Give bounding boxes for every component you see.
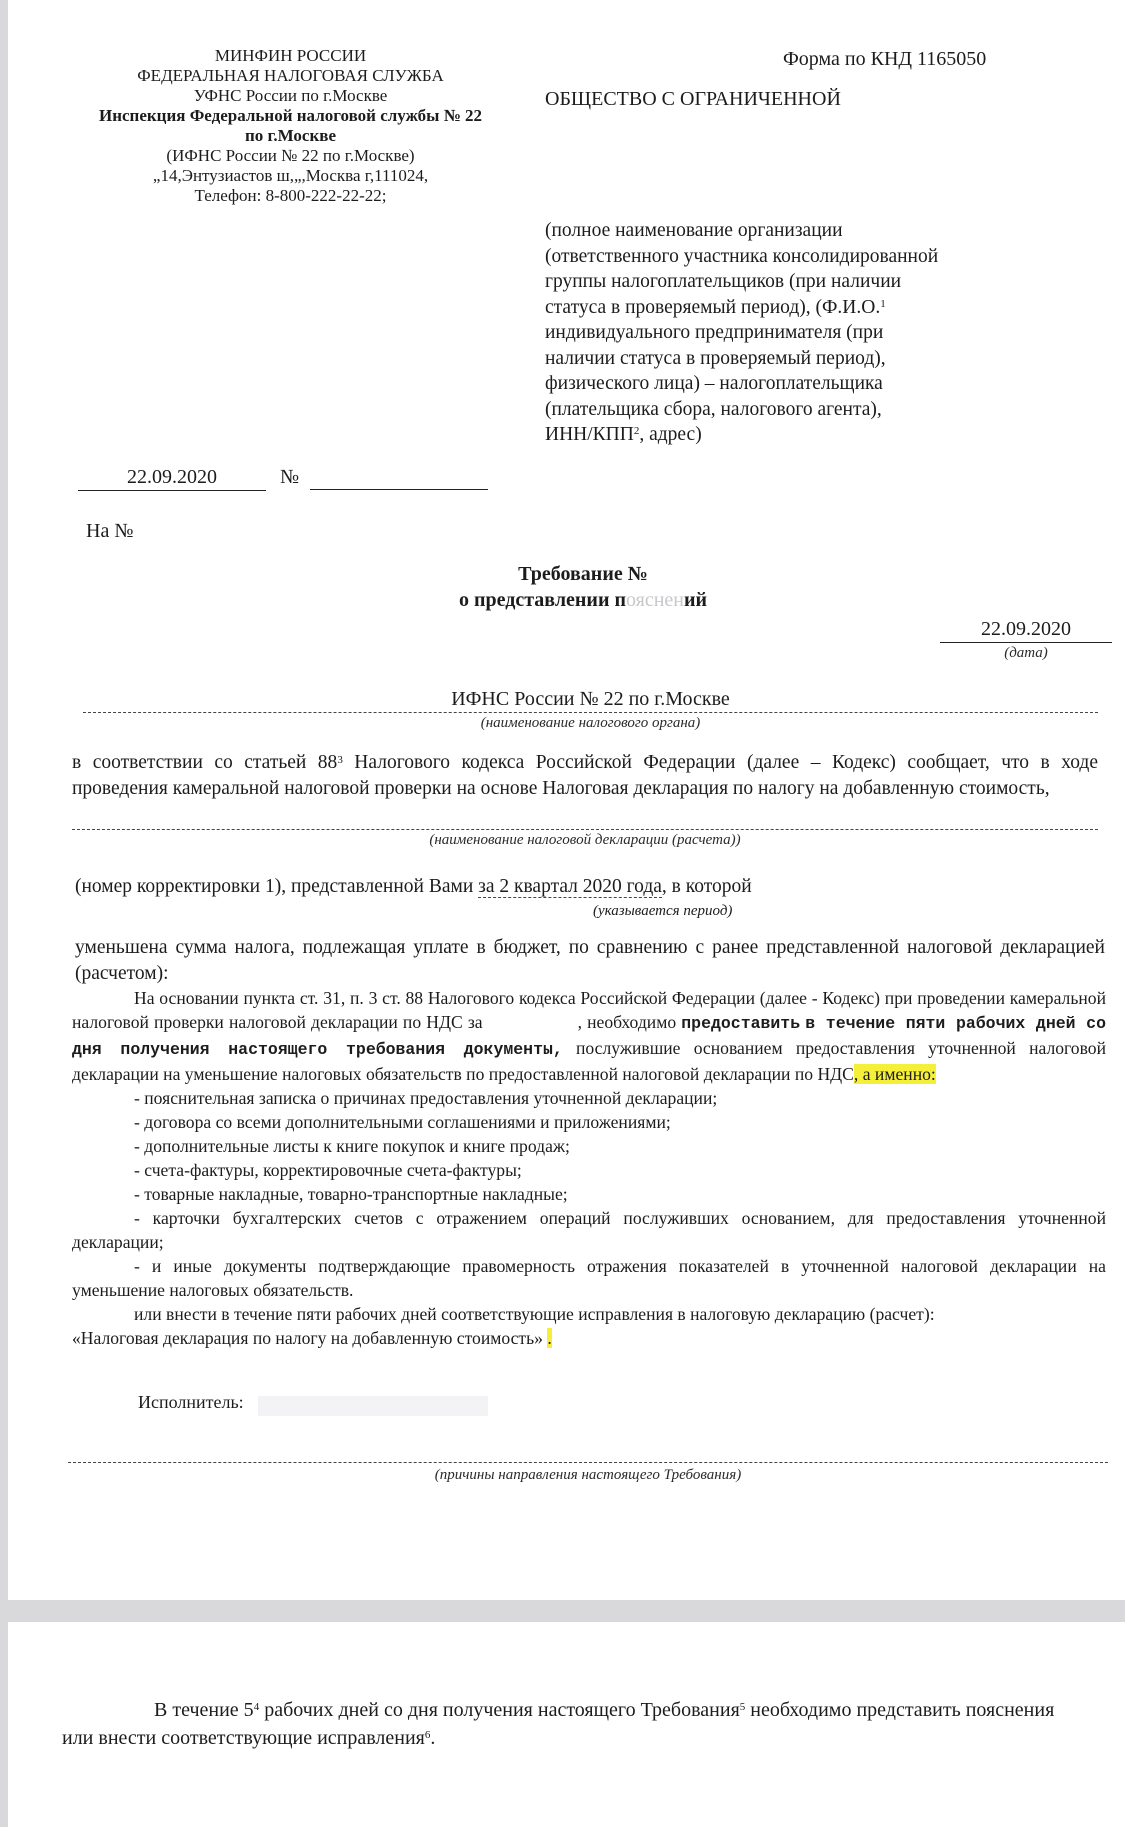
corrections-paragraph: или внести в течение пяти рабочих дней соответствующие исправления в налоговую декларацию (расчет):	[134, 1304, 935, 1324]
form-code: Форма по КНД 1165050	[783, 48, 987, 70]
document-list-item: - карточки бухгалтерских счетов с отражением операций послуживших основанием, для предоставления уточненной декларации;	[72, 1208, 1106, 1252]
document-subtitle: о представлении пояснений	[458, 589, 708, 611]
document-date-caption: (дата)	[1004, 645, 1048, 661]
document-list-item: - товарные накладные, товарно-транспортные накладные;	[134, 1184, 568, 1204]
basis-paragraph: На основании пункта ст. 31, п. 3 ст. 88 Налогового кодекса Российской Федерации (далее - Кодекс) при проведении камеральной налоговой проверки налоговой декларации по НДС за , необходимо предоставить в течение пяти рабочих дней со дня получения настоящего требования документы, послужившие основанием предоставления уточненной налоговой декларации на уменьшение налоговых обязательств по предоставленной налоговой декларации по НДС, а именно:	[72, 988, 1107, 1084]
recipient-desc-line: группы налогоплательщиков (при наличии	[545, 271, 902, 292]
outgoing-number-label: №	[280, 466, 300, 488]
footnote-ref: 2	[633, 425, 640, 437]
intro-paragraph: в соответствии со статьей $88^3$ Налогового кодекса Российской Федерации (далее – Кодекс) сообщает, что в ходе проведения камеральной налоговой проверки на основе Налоговая декларация по налогу на добавленную стоимость,	[72, 752, 1098, 799]
document-list-item: - и иные документы подтверждающие правомерность отражения показателей в уточненной налоговой декларации на уменьшение налоговых обязательств.	[72, 1256, 1106, 1300]
reasons-underline	[68, 1462, 1108, 1463]
outgoing-date: 22.09.2020	[78, 464, 266, 491]
issuer-department: УФНС России по г.Москве	[193, 86, 388, 105]
footnote-ref: 6	[424, 1729, 431, 1741]
footnote-ref: 4	[253, 1701, 260, 1713]
issuer-short-name: (ИФНС России № 22 по г.Москве)	[166, 146, 415, 165]
executor-label: Исполнитель:	[138, 1392, 244, 1412]
highlighted-text: .	[547, 1328, 552, 1348]
highlighted-text: , а именно:	[853, 1064, 936, 1084]
document-title: Требование №	[518, 563, 648, 585]
issuer-inspection: Инспекция Федеральной налоговой службы № 22	[98, 106, 483, 125]
footnote-ref: 5	[739, 1701, 746, 1713]
declaration-caption: (наименование налоговой декларации (расчета))	[429, 832, 741, 848]
recipient-desc-line: наличии статуса в проверяемый период),	[545, 347, 886, 369]
recipient-name: ОБЩЕСТВО С ОГРАНИЧЕННОЙ	[545, 88, 841, 110]
issuer-inspection-city: по г.Москве	[245, 126, 336, 145]
outgoing-number-line	[310, 489, 488, 490]
issuer-phone: Телефон: 8-800-222-22-22;	[194, 186, 387, 205]
declaration-name-line: «Налоговая декларация по налогу на добавленную стоимость» .	[72, 1328, 552, 1348]
tax-authority-name: ИФНС России № 22 по г.Москве	[83, 686, 1098, 713]
document-list-item: - дополнительные листы к книге покупок и книге продаж;	[134, 1136, 570, 1156]
footnote-ref: 3	[337, 754, 343, 766]
document-list-item: - договора со всеми дополнительными соглашениями и приложениями;	[134, 1112, 671, 1132]
document-list-item: - счета-фактуры, корректировочные счета-фактуры;	[134, 1160, 522, 1180]
declaration-underline	[72, 829, 1098, 830]
reply-to: На №	[86, 520, 134, 542]
document-page-1	[8, 0, 1125, 1600]
recipient-description	[545, 218, 938, 448]
footnote-ref: 1	[880, 297, 886, 310]
issuer-ministry: МИНФИН РОССИИ	[214, 46, 367, 65]
final-paragraph: В течение $5^4$ рабочих дней со дня получения настоящего Требования$^5$ необходимо представить пояснения или внести соответствующие исправления$^6$.	[62, 1699, 1055, 1749]
reporting-period: за 2 квартал 2020 года	[478, 876, 662, 897]
recipient-desc-line: физического лица) – налогоплательщика	[545, 373, 883, 394]
issuer-header	[63, 46, 518, 206]
executor-redacted	[258, 1396, 488, 1416]
recipient-desc-line: индивидуального предпринимателя (при	[545, 322, 884, 343]
issuer-service: ФЕДЕРАЛЬНАЯ НАЛОГОВАЯ СЛУЖБА	[137, 66, 444, 85]
recipient-desc-line: (плательщика сбора, налогового агента),	[545, 398, 882, 420]
recipient-desc-line: статуса в проверяемый период), (Ф.И.О.$^1$	[545, 296, 886, 318]
period-caption: (указывается период)	[593, 903, 733, 919]
issuer-address: „14,Энтузиастов ш,„,Москва г,111024,	[152, 166, 429, 185]
document-date: 22.09.2020	[940, 616, 1112, 643]
reasons-caption: (причины направления настоящего Требования)	[434, 1467, 742, 1483]
recipient-desc-line: (полное наименование организации	[545, 220, 843, 241]
tax-authority-caption: (наименование налогового органа)	[480, 715, 701, 731]
document-list-item: - пояснительная записка о причинах предоставления уточненной декларации;	[134, 1088, 718, 1108]
request-body	[72, 986, 1106, 1350]
correction-line: (номер корректировки 1), представленной Вами за 2 квартал 2020 года, в которой	[75, 876, 752, 897]
recipient-desc-line: (ответственного участника консолидированной	[545, 245, 939, 267]
recipient-desc-line: ИНН/КПП$^2$, адрес)	[545, 424, 702, 445]
reduced-tax-paragraph: уменьшена сумма налога, подлежащая уплате в бюджет, по сравнению с ранее представленной налоговой декларацией (расчетом):	[75, 937, 1105, 984]
